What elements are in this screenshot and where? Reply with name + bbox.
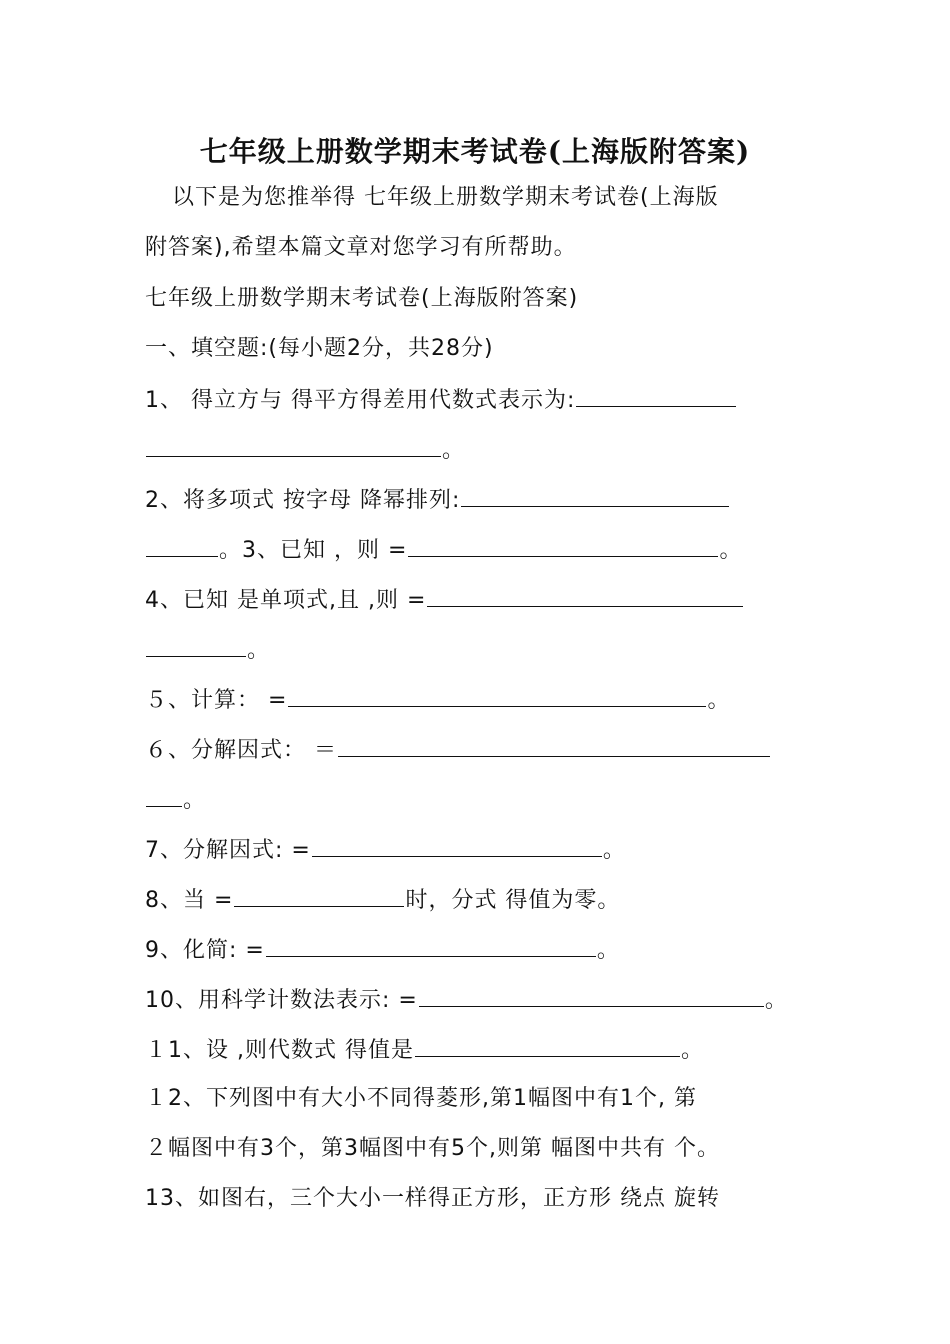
- question-2-text: 2、将多项式 按字母 降幂排列:: [145, 488, 461, 513]
- question-6-text: ６、分解因式： ＝: [145, 738, 337, 763]
- answer-blank: [288, 684, 706, 707]
- question-2-3: [145, 534, 742, 566]
- section-heading: 一、填空题:(每小题2分，共28分): [145, 336, 494, 361]
- question-8: [145, 884, 620, 916]
- period: 。: [219, 538, 243, 563]
- answer-blank: [146, 784, 182, 807]
- answer-blank: [146, 634, 246, 657]
- answer-blank: [266, 934, 596, 957]
- question-4: [145, 584, 744, 616]
- answer-blank: [312, 834, 602, 857]
- answer-blank: [461, 484, 729, 507]
- intro-line-2: 附答案),希望本篇文章对您学习有所帮助。: [145, 235, 577, 260]
- question-12-line-2: ２幅图中有3个，第3幅图中有5个,则第 幅图中共有 个。: [145, 1136, 720, 1161]
- answer-blank: [234, 884, 404, 907]
- question-9: [145, 934, 620, 966]
- period: 。: [596, 938, 620, 963]
- answer-blank: [427, 584, 743, 607]
- question-5-text: ５、计算： =: [145, 688, 288, 713]
- period: 。: [602, 838, 626, 863]
- answer-blank: [408, 534, 718, 557]
- question-6-continued: [145, 784, 206, 816]
- question-10-text: 10、用科学计数法表示: =: [145, 988, 418, 1013]
- answer-blank: [146, 434, 441, 457]
- question-11: [145, 1034, 704, 1066]
- question-8-text-end: 时，分式 得值为零。: [405, 888, 621, 913]
- question-12-line-1: １2、下列图中有大小不同得菱形,第1幅图中有1个, 第: [145, 1086, 697, 1111]
- question-7: [145, 834, 626, 866]
- question-13-line-1: 13、如图右，三个大小一样得正方形，正方形 绕点 旋转: [145, 1186, 720, 1211]
- period: 。: [247, 638, 271, 663]
- question-5: [145, 684, 730, 716]
- period: 。: [764, 988, 788, 1013]
- answer-blank: [419, 984, 764, 1007]
- intro-line-1: 以下是为您推举得 七年级上册数学期末考试卷(上海版: [172, 185, 719, 210]
- answer-blank: [146, 534, 218, 557]
- period: 。: [719, 538, 743, 563]
- answer-blank: [415, 1034, 680, 1057]
- question-1-text: 1、 得立方与 得平方得差用代数式表示为:: [145, 388, 576, 413]
- question-1: [145, 384, 737, 416]
- question-8-text: 8、当 =: [145, 888, 234, 913]
- question-7-text: 7、分解因式: =: [145, 838, 311, 863]
- question-4-continued: [145, 634, 270, 666]
- period: 。: [442, 438, 466, 463]
- question-4-text: 4、已知 是单项式,且 ,则 =: [145, 588, 427, 613]
- answer-blank: [338, 734, 770, 757]
- answer-blank: [576, 384, 736, 407]
- question-10: [145, 984, 788, 1016]
- period: 。: [680, 1038, 704, 1063]
- question-9-text: 9、化简: =: [145, 938, 265, 963]
- subtitle: 七年级上册数学期末考试卷(上海版附答案): [145, 286, 579, 311]
- question-1-continued: [145, 434, 465, 466]
- question-11-text: １1、设 ,则代数式 得值是: [145, 1038, 414, 1063]
- period: 。: [707, 688, 731, 713]
- question-2: [145, 484, 730, 516]
- document-title: 七年级上册数学期末考试卷(上海版附答案): [199, 135, 751, 168]
- question-6: [145, 734, 771, 766]
- period: 。: [183, 788, 207, 813]
- question-3-text: 3、已知 ，则 =: [242, 538, 408, 563]
